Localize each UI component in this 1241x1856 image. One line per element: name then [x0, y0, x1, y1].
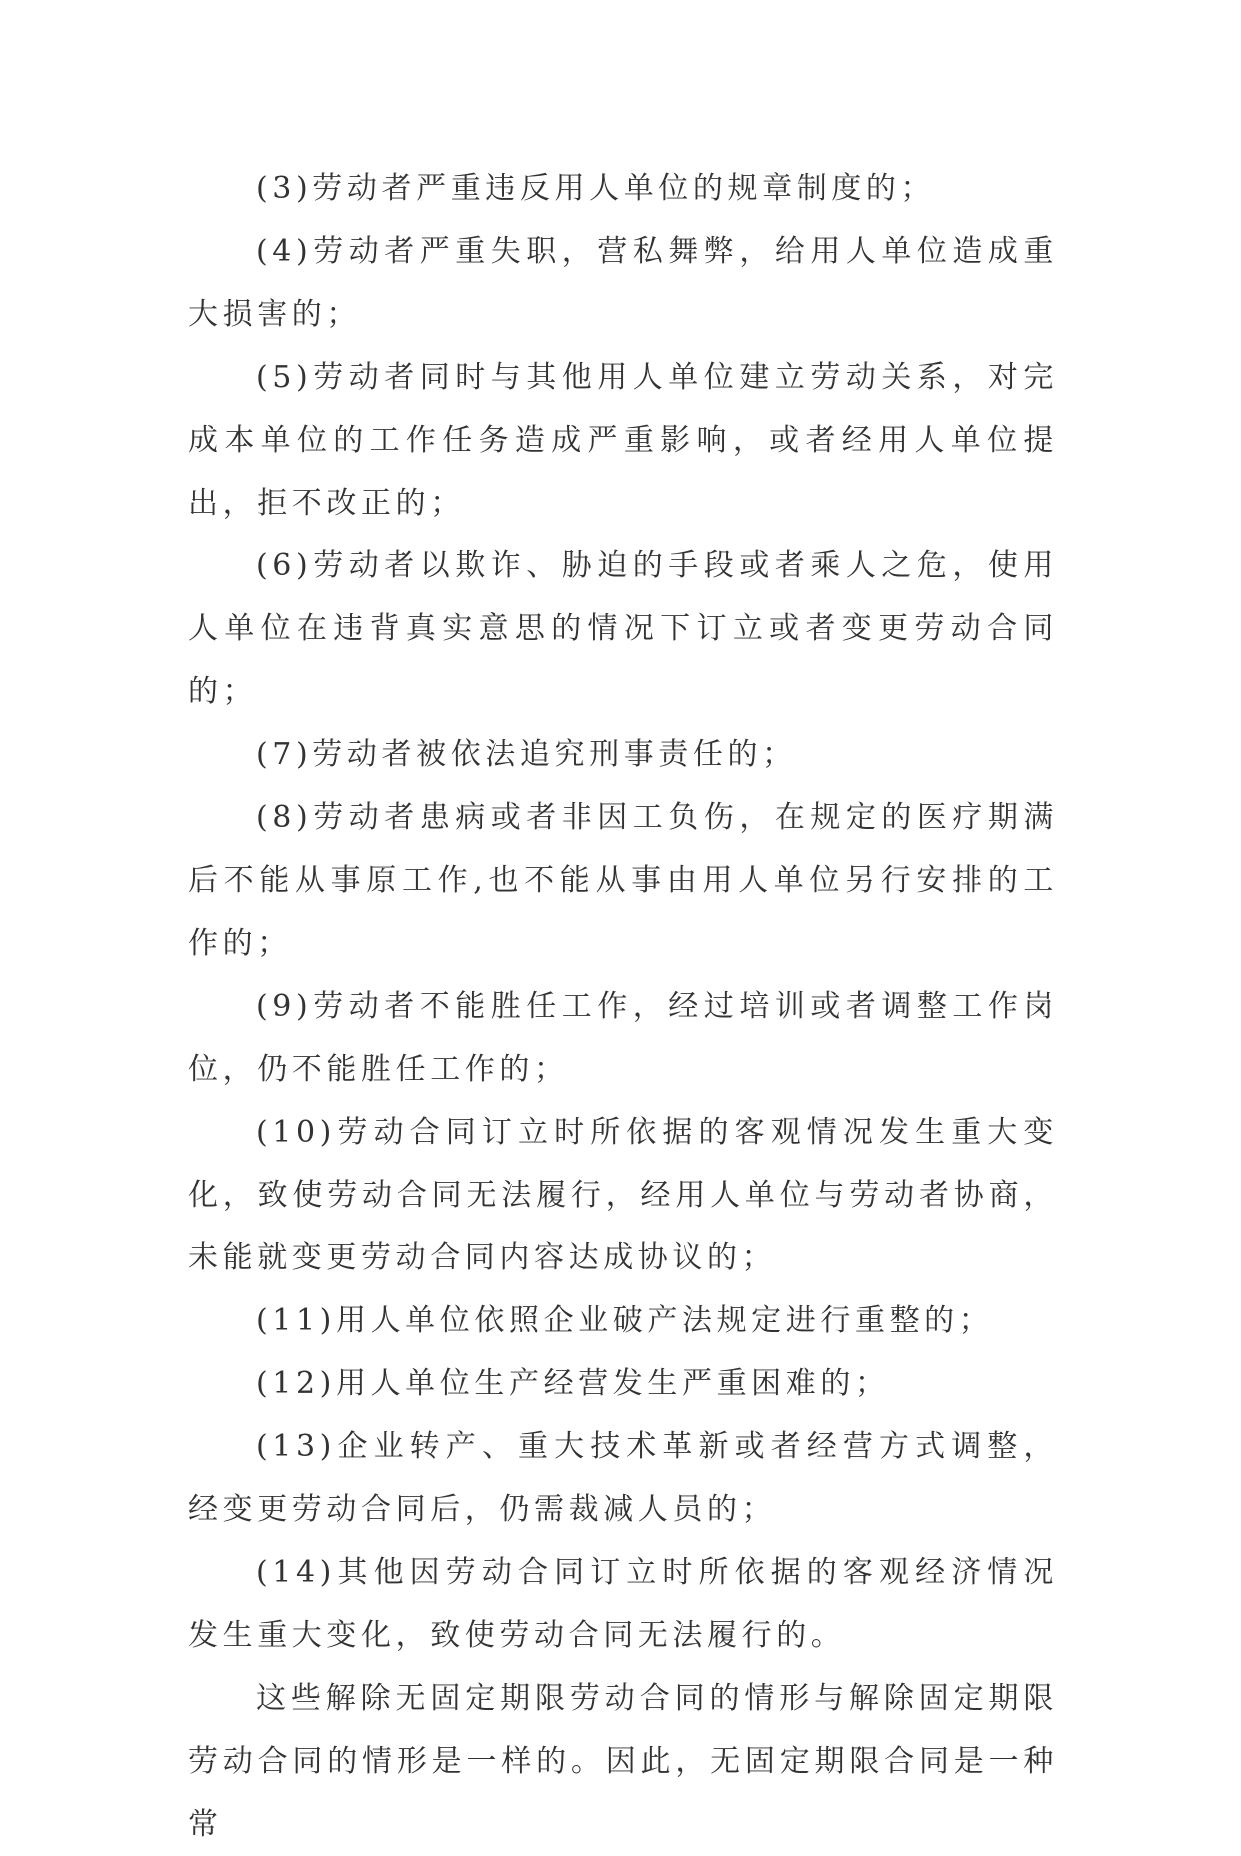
document-body: [188, 158, 1058, 1856]
paragraph-item-11: (11)用人单位依照企业破产法规定进行重整的；: [256, 1303, 994, 1339]
paragraph-item-14: (14)其他因劳动合同订立时所依据的客观经济情况发生重大变化，致使劳动合同无法履行的。: [188, 1554, 1058, 1653]
paragraph-item-12: (12)用人单位生产经营发生严重困难的；: [256, 1366, 890, 1402]
paragraph-item-10: (10)劳动合同订立时所依据的客观情况发生重大变化，致使劳动合同无法履行，经用人单位与劳动者协商，未能就变更劳动合同内容达成协议的；: [188, 1114, 1058, 1276]
paragraph-item-5: (5)劳动者同时与其他用人单位建立劳动关系，对完成本单位的工作任务造成严重影响，或者经用人单位提出，拒不改正的；: [188, 359, 1058, 521]
paragraph-item-7: (7)劳动者被依法追究刑事责任的；: [256, 737, 797, 773]
paragraph-item-3: (3)劳动者严重违反用人单位的规章制度的；: [256, 171, 936, 206]
paragraph-item-9: (9)劳动者不能胜任工作，经过培训或者调整工作岗位，仍不能胜任工作的；: [188, 988, 1058, 1087]
paragraph-item-8: (8)劳动者患病或者非因工负伤，在规定的医疗期满后不能从事原工作,也不能从事由用人单位另行安排的工作的；: [188, 800, 1058, 961]
paragraph-item-13: (13)企业转产、重大技术革新或者经营方式调整，经变更劳动合同后，仍需裁减人员的；: [188, 1429, 1058, 1528]
paragraph-item-6: (6)劳动者以欺诈、胁迫的手段或者乘人之危，使用人单位在违背真实意思的情况下订立或者变更劳动合同的；: [188, 548, 1058, 710]
paragraph-item-4: (4)劳动者严重失职，营私舞弊，给用人单位造成重大损害的；: [188, 233, 1058, 332]
summary-paragraph: 这些解除无固定期限劳动合同的情形与解除固定期限劳动合同的情形是一样的。因此，无固定期限合同是一种常: [188, 1680, 1058, 1842]
